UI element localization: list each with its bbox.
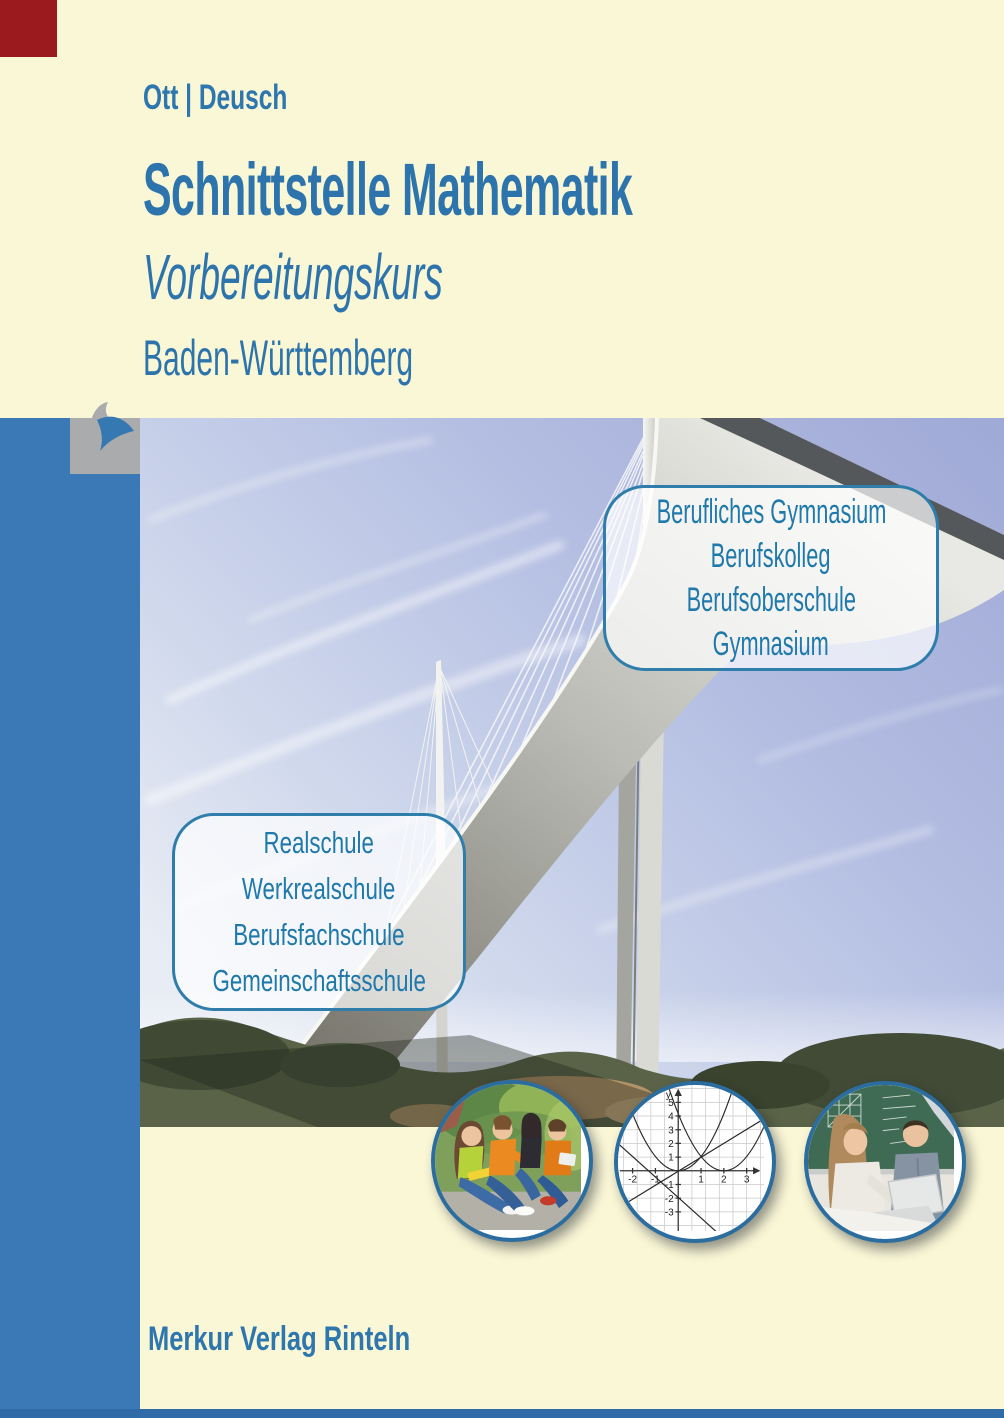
- photo-circle-students: [431, 1080, 593, 1242]
- svg-text:-1: -1: [650, 1174, 660, 1186]
- svg-text:3: 3: [668, 1125, 674, 1137]
- school-type-label: Berufsfachschule: [233, 917, 405, 952]
- book-subtitle: Vorbereitungskurs: [143, 241, 443, 313]
- svg-text:-2: -2: [628, 1174, 638, 1186]
- author-names: Ott | Deusch: [143, 78, 288, 117]
- y-axis-label: y: [665, 1089, 671, 1101]
- svg-text:2: 2: [721, 1174, 727, 1186]
- svg-text:2: 2: [668, 1139, 674, 1151]
- graph-circle: [614, 1081, 776, 1243]
- school-box-upper: [603, 485, 939, 671]
- school-type-label: Realschule: [263, 825, 375, 860]
- region-label: Baden-Württemberg: [143, 330, 414, 386]
- publisher-name: Merkur Verlag Rinteln: [148, 1320, 411, 1358]
- svg-text:1: 1: [698, 1174, 704, 1186]
- book-title: Schnittstelle Mathematik: [143, 148, 633, 231]
- school-box-lower: [172, 813, 466, 1011]
- school-type-label: Werkrealschule: [242, 871, 396, 906]
- school-type-label: Gemeinschaftsschule: [212, 963, 426, 998]
- svg-text:-1: -1: [664, 1180, 674, 1192]
- author-line: [143, 80, 349, 115]
- school-type-label: Berufskolleg: [711, 537, 831, 575]
- bottom-edge-bar: [0, 1409, 1004, 1418]
- function-graph: [618, 1085, 764, 1231]
- page-curl-icon: [92, 402, 109, 418]
- corner-color-square: [0, 0, 57, 57]
- svg-text:4: 4: [668, 1111, 674, 1123]
- left-spine-stripe: [0, 418, 140, 1418]
- publisher-logo: [70, 400, 140, 474]
- svg-text:3: 3: [743, 1174, 750, 1186]
- school-type-label: Berufliches Gymnasium: [656, 493, 886, 531]
- svg-text:1: 1: [668, 1152, 674, 1164]
- svg-text:-3: -3: [664, 1207, 674, 1219]
- photo-circle-classroom: [804, 1081, 966, 1243]
- school-type-label: Berufsoberschule: [686, 581, 856, 619]
- svg-text:5: 5: [668, 1097, 674, 1109]
- school-type-label: Gymnasium: [712, 625, 830, 663]
- svg-text:-2: -2: [664, 1193, 674, 1205]
